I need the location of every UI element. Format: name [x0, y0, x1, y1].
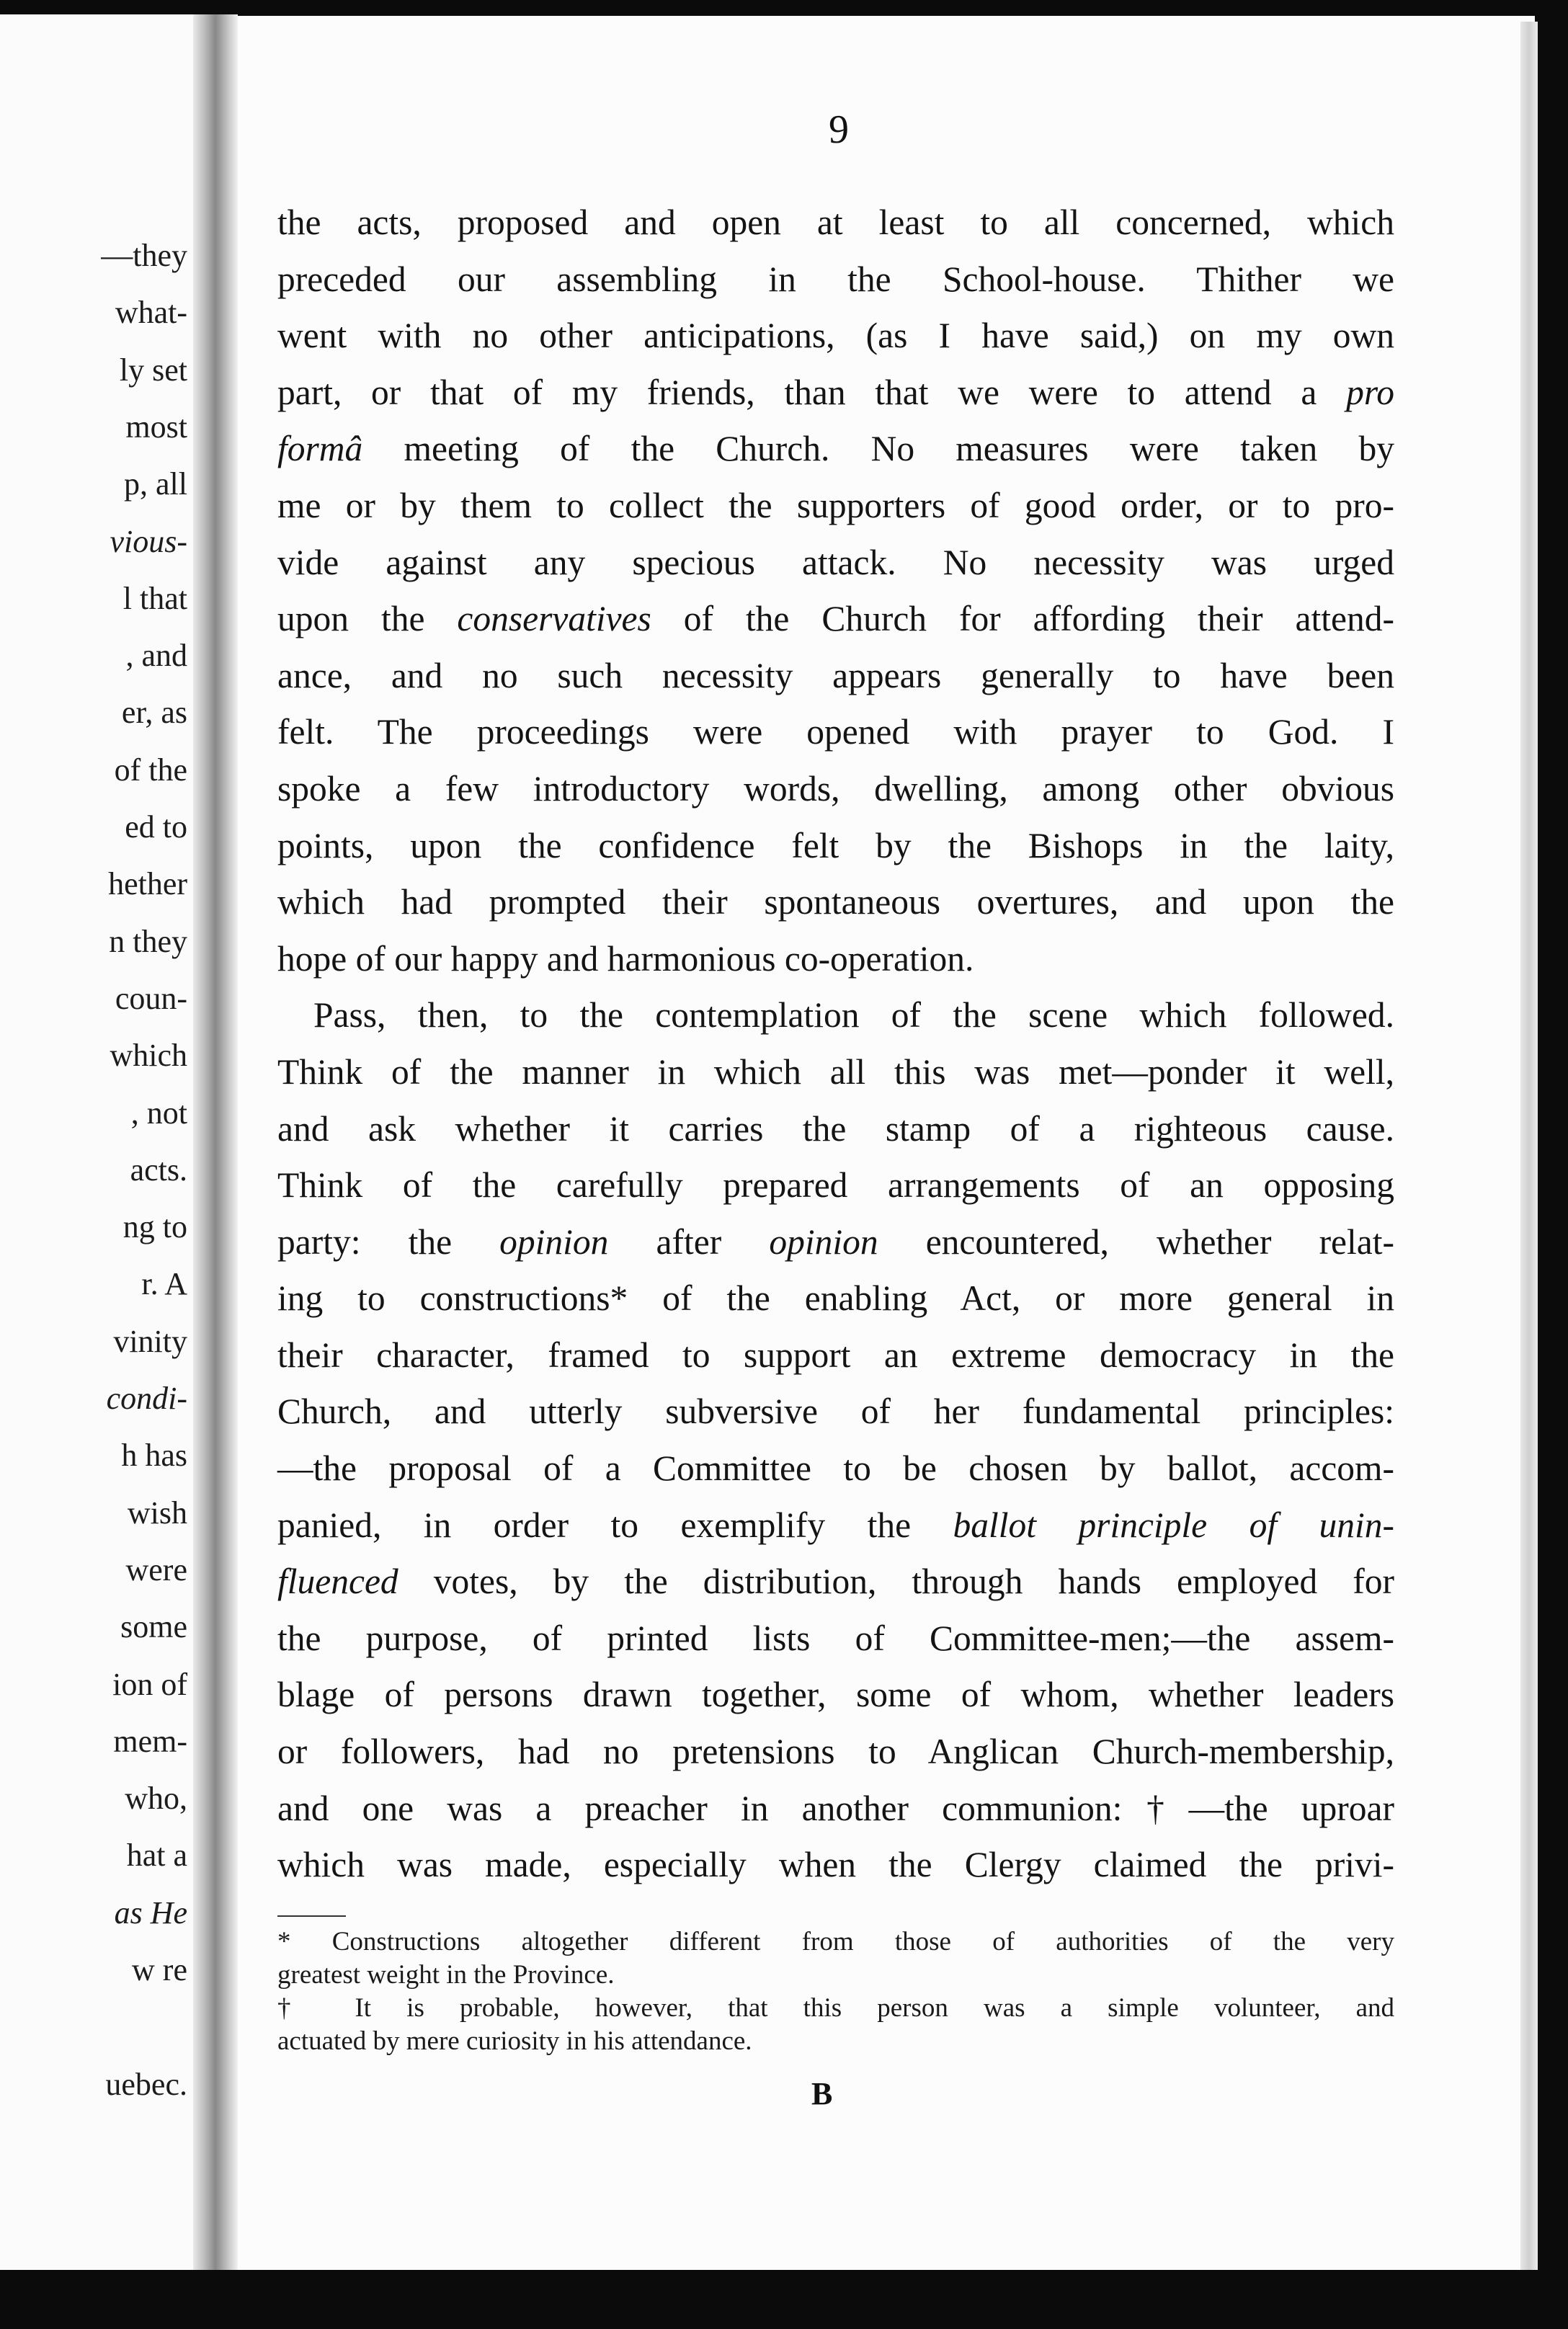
left-page-line: —they [101, 238, 187, 273]
text-line: Church, and utterly subversive of her fundamental principles: [277, 1391, 1394, 1432]
text-line: ance, and no such necessity appears generally to have been [277, 655, 1394, 695]
text-line: part, or that of my friends, than that we were to attend a pro [277, 372, 1394, 412]
left-page-line: ly set [119, 352, 187, 388]
left-page-line: vious- [110, 523, 187, 559]
text-line: formâ meeting of the Church. No measures were taken by [277, 429, 1394, 469]
left-page-line: vinity [113, 1323, 187, 1359]
left-page-line: , not [130, 1095, 187, 1131]
text-line: which was made, especially when the Clergy claimed the privi- [277, 1845, 1394, 1885]
text-line: preceded our assembling in the School-house. Thither we [277, 259, 1394, 299]
text-line: Think of the carefully prepared arrangements of an opposing [277, 1165, 1394, 1206]
left-page-line: of the [114, 752, 187, 788]
left-page-line: mem- [113, 1723, 187, 1759]
text-line: or followers, had no pretensions to Anglican Church-membership, [277, 1732, 1394, 1772]
text-line: Think of the manner in which all this was met—ponder it well, [277, 1051, 1394, 1092]
text-line: the acts, proposed and open at least to all concerned, which [277, 202, 1394, 242]
left-page-line: who, [125, 1781, 187, 1817]
text-line: Pass, then, to the contemplation of the scene which followed. [313, 995, 1394, 1036]
text-line: panied, in order to exemplify the ballot principle of unin- [277, 1505, 1394, 1545]
left-page-line: ion of [112, 1666, 187, 1702]
left-page-line: ed to [125, 809, 187, 845]
footnote-line: greatest weight in the Province. [277, 1960, 615, 1990]
left-page-line: coun- [115, 980, 187, 1016]
text-line: blage of persons drawn together, some of whom, whether leaders [277, 1675, 1394, 1715]
left-page-line: what- [115, 295, 187, 331]
text-line: their character, framed to support an extreme democracy in the [277, 1335, 1394, 1375]
left-page-line: h has [121, 1438, 187, 1474]
left-page-line: r. A [141, 1266, 187, 1302]
left-page-line: w re [132, 1952, 187, 1987]
book-gutter [193, 14, 238, 2270]
footnotes [277, 1925, 1394, 2058]
text-line: went with no other anticipations, (as I have said,) on my own [277, 316, 1394, 356]
left-page-line: were [125, 1551, 187, 1587]
text-line: felt. The proceedings were opened with prayer to God. I [277, 712, 1394, 752]
footnote-line: † It is probable, however, that this person was a simple volunteer, and [277, 1993, 1394, 2023]
left-page-line: most [125, 409, 187, 445]
footnote-line: actuated by mere curiosity in his attendance. [277, 2026, 752, 2056]
text-line: ing to constructions* of the enabling Act, or more general in [277, 1278, 1394, 1319]
signature-mark: B [811, 2076, 833, 2111]
footnote-line: * Constructions altogether different from those of authorities of the very [277, 1927, 1394, 1956]
left-page-line: hat a [126, 1838, 187, 1874]
text-line: me or by them to collect the supporters of good order, or to pro- [277, 485, 1394, 525]
left-page-line: acts. [130, 1152, 187, 1188]
left-page-line: l that [122, 580, 187, 616]
text-line: party: the opinion after opinion encountered, whether relat- [277, 1221, 1394, 1262]
left-page-line: er, as [121, 695, 187, 731]
text-line: and ask whether it carries the stamp of a righteous cause. [277, 1108, 1394, 1149]
left-page-line: wish [127, 1495, 187, 1531]
text-line: spoke a few introductory words, dwelling, among other obvious [277, 768, 1394, 809]
left-page-line: ng to [122, 1209, 187, 1245]
left-page-line: uebec. [105, 2066, 187, 2102]
left-page-line: p, all [124, 466, 187, 502]
text-line: points, upon the confidence felt by the Bishops in the laity, [277, 825, 1394, 865]
text-line: which had prompted their spontaneous overtures, and upon the [277, 882, 1394, 922]
text-line: vide against any specious attack. No necessity was urged [277, 542, 1394, 582]
text-line: and one was a preacher in another communion:†—the uproar [277, 1788, 1394, 1828]
left-page-line: , and [125, 638, 187, 674]
left-page-line: condi- [106, 1381, 187, 1416]
left-page-line: which [110, 1038, 187, 1074]
text-line: upon the conservatives of the Church for affording their attend- [277, 599, 1394, 639]
text-line: fluenced votes, by the distribution, through hands employed for [277, 1562, 1394, 1602]
left-page-line: some [120, 1609, 187, 1645]
left-page-fragment [0, 14, 193, 2270]
left-page-line: n they [109, 923, 187, 959]
text-line: the purpose, of printed lists of Committee-men;—the assem- [277, 1618, 1394, 1658]
body-text [277, 195, 1394, 1894]
page-number: 9 [829, 107, 849, 152]
left-page-line: as He [114, 1894, 187, 1931]
text-line: —the proposal of a Committee to be chosen by ballot, accom- [277, 1448, 1394, 1489]
left-page-line: hether [108, 866, 187, 902]
text-line: hope of our happy and harmonious co-operation. [277, 938, 974, 979]
page-edge [1520, 22, 1538, 2270]
footnote-rule [277, 1915, 346, 1917]
